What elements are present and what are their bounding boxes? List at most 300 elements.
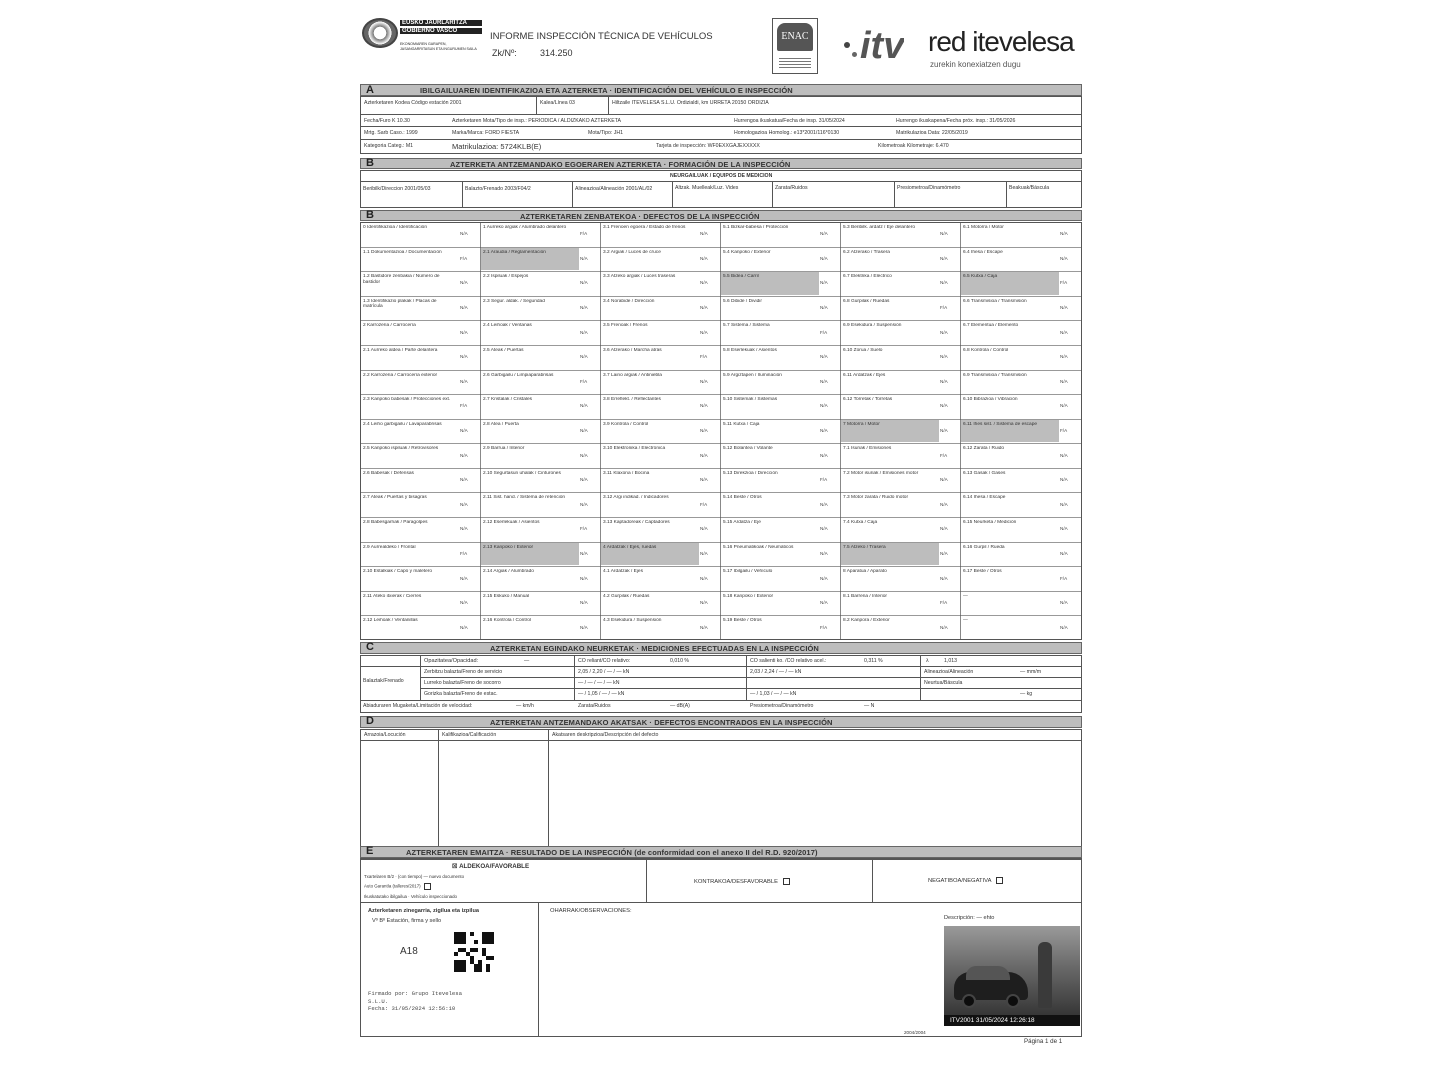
license-plate: Matrikulazioa: 5724KLB(E) bbox=[452, 142, 542, 151]
defect-item: 7 Motorra / Motor bbox=[843, 421, 880, 427]
defect-result: N/A bbox=[940, 354, 948, 360]
section-d-letter: D bbox=[366, 715, 374, 727]
defect-item: 8.1 Barrena / Interior bbox=[843, 593, 887, 599]
defect-item: 6.5 Kutxa / Caja bbox=[963, 274, 998, 280]
rule bbox=[672, 181, 673, 208]
station-address: Hiltzaile ITEVELESA S.L.U. Ordizialdi, km URRETA 20150 ORDIZIA bbox=[612, 100, 769, 106]
defect-result: N/A bbox=[460, 354, 468, 360]
defect-result: N/A bbox=[820, 378, 828, 384]
rule bbox=[360, 700, 1082, 701]
equip-lights: Altzak. Muelleak/Luz. Vides bbox=[675, 185, 739, 191]
stamp-label: Azterketaren zinegarria, zigilua eta izpilua bbox=[368, 908, 479, 914]
grid-col-divider bbox=[840, 222, 841, 640]
rule bbox=[420, 655, 421, 700]
defect-result: N/A bbox=[940, 329, 948, 335]
defect-result: N/A bbox=[460, 526, 468, 532]
defect-result: N/A bbox=[700, 305, 708, 311]
rule bbox=[360, 666, 1082, 667]
defect-item: 3.12 Argi indikad. / Indicadores bbox=[603, 495, 669, 501]
defect-item: 2.7 Kristalak / Cristales bbox=[483, 397, 533, 403]
defect-item: 6.11 Ihes sist. / Sistema de escape bbox=[963, 421, 1038, 427]
defect-result: N/A bbox=[580, 600, 588, 606]
itv-logo: itv bbox=[860, 25, 905, 67]
defect-item: 5.8 Eserlekuak / Asientos bbox=[723, 347, 777, 353]
defect-result: N/A bbox=[460, 231, 468, 237]
rule bbox=[360, 740, 1082, 741]
defect-item: 6.8 Gurpilak / Ruedas bbox=[843, 298, 890, 304]
pressure-label: Presiometroa/Dinamómetro bbox=[750, 703, 814, 709]
rule bbox=[894, 181, 895, 208]
defect-item: 3.6 Atzerako / Marcha atrás bbox=[603, 347, 662, 353]
defect-result: N/A bbox=[820, 501, 828, 507]
defect-result: N/A bbox=[940, 624, 948, 630]
defect-item: 6.12 Zarata / Ruido bbox=[963, 446, 1005, 452]
defect-result: N/A bbox=[820, 452, 828, 458]
defect-result: N/A bbox=[1060, 305, 1068, 311]
equip-direction: Beribilk/Direccion 2001/05/03 bbox=[363, 186, 431, 192]
favorable-result bbox=[452, 863, 529, 870]
defect-location-header: Arrazoia/Locución bbox=[364, 732, 406, 738]
defect-item: 6.1 Motorra / Motor bbox=[963, 225, 1004, 230]
defect-item: 0 Identifikazioa / Identificación bbox=[363, 225, 427, 230]
odometer: Kilometroak Kilometraje: 6.470 bbox=[878, 143, 949, 149]
defect-result: N/A bbox=[460, 378, 468, 384]
defect-result: F/A bbox=[820, 329, 828, 335]
brand-tagline: zurekin konexiatzen dugu bbox=[930, 60, 1021, 69]
defect-item: 5.17 Ibilgailu / Vehículo bbox=[723, 569, 773, 575]
next-inspection: Hurrengo ikuskapena/Fecha próx. insp.: 31/05/2026 bbox=[896, 118, 1016, 124]
itv-dots-icon bbox=[844, 42, 850, 48]
favorable-checkbox[interactable] bbox=[424, 883, 431, 890]
defect-item: 3.5 Frenoak / Frenos bbox=[603, 323, 648, 329]
defect-result: N/A bbox=[1060, 600, 1068, 606]
photo-caption: ITV2001 31/05/2024 12:26:18 bbox=[950, 1017, 1035, 1024]
favorable-label: ALDEKOA/FAVORABLE bbox=[459, 863, 530, 870]
defect-result: N/A bbox=[1060, 378, 1068, 384]
defect-result: N/A bbox=[940, 550, 948, 556]
noise-label: Zarata/Ruidos bbox=[578, 703, 611, 709]
defect-item: 5.7 Sistema / Sistema bbox=[723, 323, 770, 329]
co-corrected-value: 0,311 % bbox=[864, 658, 883, 664]
emergency-brake-value: — / 1,05 / — / — kN bbox=[578, 691, 625, 697]
defect-item: 2.9 Barrua / Interior bbox=[483, 446, 525, 452]
defect-result: N/A bbox=[580, 501, 588, 507]
defect-result: N/A bbox=[580, 403, 588, 409]
brand-name: red itevelesa bbox=[928, 26, 1074, 57]
defect-item: 6.16 Gurpil / Rueda bbox=[963, 544, 1005, 550]
vehicle-make: Marka/Marca: FORD FIESTA bbox=[452, 130, 520, 136]
signed-by: Firmado por: Grupo Itevelesa bbox=[368, 990, 462, 997]
alignment-label: Alineazioa/Alineación bbox=[924, 669, 974, 675]
defect-item: 4.1 Ardatzak / Ejes bbox=[603, 569, 643, 575]
defect-item: 2.10 Estalkiak / Capó y maletero bbox=[363, 569, 433, 575]
section-a-letter: A bbox=[366, 84, 374, 96]
section-e-letter: E bbox=[366, 845, 374, 857]
stamp-code: A18 bbox=[400, 946, 418, 957]
defect-item: 2.2 Karrozeria / Carrocería exterior bbox=[363, 372, 438, 378]
defect-item: 5.16 Pneumatikoak / Neumáticos bbox=[723, 544, 794, 550]
enac-text-lines bbox=[779, 57, 811, 69]
inspection-report-page bbox=[360, 14, 1082, 1050]
unfavorable-label: KONTRAKOA/DESFAVORABLE bbox=[694, 879, 778, 886]
defect-item: 1.2 Bastidore zenbakia / Número de bastidor bbox=[363, 274, 440, 285]
defect-result: N/A bbox=[940, 378, 948, 384]
grid-col-divider bbox=[480, 222, 481, 640]
itv-dots-icon-2 bbox=[852, 52, 857, 57]
defect-item: 3.7 Laino argiak / Antiniebla bbox=[603, 372, 662, 378]
line-number: Kalea/Línea 03 bbox=[540, 100, 575, 106]
defect-item: 5.6 Dibide / Dividir bbox=[723, 298, 762, 304]
person-figure bbox=[1038, 942, 1052, 1008]
emergency-brake-label: Gorizka balazta/Freno de estac. bbox=[424, 691, 498, 697]
rule bbox=[360, 126, 1082, 127]
defect-item: 2.12 Eserlekuak / Asientos bbox=[483, 520, 540, 526]
defect-item: 2.13 Kanpoko / Exterior bbox=[483, 544, 534, 550]
defect-result: N/A bbox=[700, 452, 708, 458]
defect-item: 6.10 Bibrazioa / Vibración bbox=[963, 397, 1018, 403]
defect-result: N/A bbox=[820, 526, 828, 532]
defect-item: 3.10 Elektronika / Electrónica bbox=[603, 446, 666, 452]
pressure-value: — N bbox=[864, 703, 875, 709]
observations-label: OHARRAK/OBSERVACIONES: bbox=[550, 908, 632, 914]
defect-result: N/A bbox=[460, 428, 468, 433]
defect-result: N/A bbox=[700, 624, 708, 630]
defect-result: F/A bbox=[820, 624, 828, 630]
lambda-label: λ bbox=[926, 658, 929, 664]
defect-item: 5.13 Direkzioa / Dirección bbox=[723, 470, 778, 476]
equip-dynamometer: Presiometroa/Dinamómetro bbox=[897, 185, 961, 191]
defect-result: N/A bbox=[820, 403, 828, 409]
government-logo bbox=[362, 18, 398, 48]
defect-result: N/A bbox=[580, 624, 588, 630]
equipment-title: NEURGAILUAK / EQUIPOS DE MEDICIÓN bbox=[670, 173, 773, 179]
defect-result: N/A bbox=[580, 329, 588, 335]
defect-item: 3.11 Klaxona / Bocina bbox=[603, 470, 650, 476]
defect-result: N/A bbox=[820, 255, 828, 261]
defect-result: N/A bbox=[700, 231, 708, 237]
rule bbox=[572, 181, 573, 208]
defect-result: N/A bbox=[580, 255, 588, 261]
rule bbox=[360, 902, 1082, 903]
defect-result: N/A bbox=[460, 624, 468, 630]
stamp-label-2: Vº Bº Estación, firma y sello bbox=[372, 918, 442, 924]
defect-item: 5.18 Kanpoko / Exterior bbox=[723, 593, 774, 599]
defect-result: N/A bbox=[460, 329, 468, 335]
section-b-letter: B bbox=[366, 157, 374, 169]
opacity-label: Opazitatea/Opacidad: bbox=[424, 658, 479, 664]
defect-item: 8.2 Kanpora / Exterior bbox=[843, 618, 890, 624]
form-title: INFORME INSPECCIÓN TÉCNICA DE VEHÍCULOS bbox=[490, 31, 713, 42]
form-number-label: Zk/Nº: bbox=[492, 48, 517, 58]
section-b-title: AZTERKETA ANTZEMANDAKO EGOERAREN AZTERKETA · FORMACIÓN DE LA INSPECCIÓN bbox=[450, 160, 791, 169]
defect-result: N/A bbox=[460, 305, 468, 311]
co-label: CO reliant/CO relativo: bbox=[578, 658, 631, 664]
negative-checkbox[interactable] bbox=[996, 877, 1003, 884]
defect-result: F/A bbox=[1060, 575, 1068, 581]
defect-item: 3.3 Atzeko argiak / Luces traseras bbox=[603, 274, 676, 280]
defect-item: 7.2 Motor isuriak / Emisiones motor bbox=[843, 470, 919, 476]
defect-item: 5.19 Beste / Otros bbox=[723, 618, 762, 624]
defect-result: N/A bbox=[820, 600, 828, 606]
co-value: 0,010 % bbox=[670, 658, 690, 664]
defect-result: N/A bbox=[700, 280, 708, 286]
service-brake-value-2: 2,03 / 2,24 / — / — kN bbox=[750, 669, 802, 675]
defect-item: 6.17 Beste / Otros bbox=[963, 569, 1002, 575]
defect-result: N/A bbox=[580, 452, 588, 458]
defect-result: N/A bbox=[580, 354, 588, 360]
defect-item: 1.3 Identifikazio plakak / Placas de matrícula bbox=[363, 298, 437, 310]
rule bbox=[548, 729, 549, 859]
parking-brake-value: — / — / — / — kN bbox=[578, 680, 620, 686]
defect-item: 7.3 Motor zarata / Ruido motor bbox=[843, 495, 909, 501]
defect-result: N/A bbox=[700, 575, 708, 581]
defect-result: F/A bbox=[700, 501, 708, 507]
defect-result: N/A bbox=[460, 280, 468, 286]
grid-row-divider bbox=[360, 247, 1082, 248]
grid-row-divider bbox=[360, 296, 1082, 297]
defect-result: N/A bbox=[820, 231, 828, 237]
defect-result: N/A bbox=[940, 526, 948, 532]
rule bbox=[462, 181, 463, 208]
defect-item: 6.6 Transmisioa / Transmisión bbox=[963, 298, 1027, 304]
defect-result: F/A bbox=[940, 452, 948, 458]
defect-result: N/A bbox=[940, 501, 948, 507]
co-corrected-label: CO salienti ko. /CO relativo acel.: bbox=[750, 658, 827, 664]
defect-result: N/A bbox=[700, 526, 708, 532]
registration-date: Matrikulazioa Data: 22/05/2019 bbox=[896, 130, 968, 136]
defect-result: N/A bbox=[1060, 452, 1068, 458]
emergency-brake-value-2: — / 1,03 / — / — kN bbox=[750, 691, 797, 697]
rule bbox=[438, 729, 439, 859]
defect-item: 4.2 Gurpilak / Ruedas bbox=[603, 593, 650, 599]
defect-item: 2.4 Leiho garbigailu / Lavaparabrisas bbox=[363, 421, 442, 427]
noise-value: — dB(A) bbox=[670, 703, 690, 709]
qr-code-icon bbox=[454, 932, 494, 972]
defect-result: N/A bbox=[700, 428, 708, 433]
rule bbox=[772, 181, 773, 208]
rule bbox=[746, 655, 747, 700]
defect-result: N/A bbox=[820, 575, 828, 581]
rule bbox=[920, 655, 921, 700]
defect-item: 6.13 Gasak / Gases bbox=[963, 470, 1006, 476]
grid-row-divider bbox=[360, 542, 1082, 543]
signed-date: Fecha: 31/05/2024 12:56:10 bbox=[368, 1005, 456, 1012]
defect-item: 6.9 Transmisioa / Transmisión bbox=[963, 372, 1027, 378]
defect-result: N/A bbox=[460, 477, 468, 483]
grid-row-divider bbox=[360, 468, 1082, 469]
defect-result: N/A bbox=[700, 600, 708, 606]
defect-item: 5.1 Bizkar-babesa / Protección bbox=[723, 225, 789, 230]
enac-label: ENAC bbox=[781, 31, 809, 42]
grid-col-divider bbox=[960, 222, 961, 640]
rule bbox=[360, 181, 1082, 182]
defect-item: 2.1 Aurreko aldea / Parte delantera bbox=[363, 347, 438, 353]
car-wheel-front bbox=[962, 994, 976, 1008]
defect-result: N/A bbox=[580, 305, 588, 311]
defect-result: N/A bbox=[940, 428, 948, 433]
car-wheel-rear bbox=[1006, 994, 1020, 1008]
defect-result: N/A bbox=[1060, 477, 1068, 483]
defect-item: 7.4 Kutxa / Caja bbox=[843, 520, 878, 526]
defect-item: 2.3 Segur. aldak. / Seguridad bbox=[483, 298, 545, 304]
grid-row-divider bbox=[360, 394, 1082, 395]
favorable-mark: ☒ bbox=[452, 863, 458, 870]
grid-row-divider bbox=[360, 345, 1082, 346]
defect-item: 5.10 Sistemak / Sistemas bbox=[723, 397, 778, 403]
defect-result: F/A bbox=[940, 600, 948, 606]
defect-result: F/A bbox=[820, 477, 828, 483]
defect-result: N/A bbox=[460, 575, 468, 581]
defect-item: 2.6 Babesak / Defensas bbox=[363, 470, 414, 476]
negative-label: NEGATIBOA/NEGATIVA bbox=[928, 878, 992, 885]
grid-row-divider bbox=[360, 370, 1082, 371]
defect-result: F/A bbox=[460, 255, 468, 261]
defect-result: F/A bbox=[580, 231, 588, 237]
service-brake-value: 2,05 / 2,20 / — / — kN bbox=[578, 669, 630, 675]
defect-result: N/A bbox=[700, 329, 708, 335]
negative-result bbox=[928, 877, 1003, 884]
defect-result: N/A bbox=[460, 600, 468, 606]
page-footer: Página 1 de 1 bbox=[1024, 1038, 1063, 1045]
defect-result: N/A bbox=[1060, 231, 1068, 237]
station-code: Azterketaren Kodea Código estación 2001 bbox=[364, 100, 462, 106]
defect-result: N/A bbox=[820, 428, 828, 433]
defect-result: F/A bbox=[700, 354, 708, 360]
defect-item: 2.9 Aurrealdeko / Frontal bbox=[363, 544, 416, 550]
defect-result: F/A bbox=[460, 403, 468, 409]
small-footer-code: 2004/2004 bbox=[904, 1030, 926, 1035]
defect-item: 2.4 Leihoak / Ventanas bbox=[483, 323, 532, 329]
equip-noise: Zarata/Ruidos bbox=[775, 185, 808, 191]
defect-result: F/A bbox=[460, 550, 468, 556]
defect-item: 2.1 Araudia / Reglamentación bbox=[483, 249, 546, 255]
vehicle-photo bbox=[944, 926, 1080, 1026]
gov-name-line1: EUSKO JAURLARITZA bbox=[400, 20, 482, 26]
enac-logo bbox=[772, 18, 818, 74]
defect-item: 7.5 Atzeko / Trasera bbox=[843, 544, 886, 550]
defect-rating-header: Kalifikazioa/Calificación bbox=[442, 732, 497, 738]
defect-item: 5.9 Argiztapen / Iluminación bbox=[723, 372, 782, 378]
defect-result: N/A bbox=[820, 550, 828, 556]
section-b2-letter: B bbox=[366, 209, 374, 221]
grid-row-divider bbox=[360, 492, 1082, 493]
defect-item: 4 Ardatzak / Ejes, ruedas bbox=[603, 544, 657, 550]
section-c-title: AZTERKETAN EGINDAKO NEURKETAK · MEDICIONES EFECTUADAS EN LA INSPECCIÓN bbox=[490, 644, 819, 653]
equip-alignment: Alineazioa/Alineación 2001/AL/02 bbox=[575, 186, 653, 192]
defect-item: 3.1 Frenoen egoera / Estado de frenos bbox=[603, 225, 686, 230]
defect-item: 2.8 Atea / Puerta bbox=[483, 421, 519, 427]
unfavorable-result bbox=[694, 878, 790, 885]
defect-item: 6.7 Elementua / Elemento bbox=[963, 323, 1019, 329]
rule bbox=[420, 688, 1082, 689]
defect-item: 2.11 Sist. hand. / Sistema de retención bbox=[483, 495, 566, 501]
defect-item: 5.3 Beribilk. ardatz / Eje delantero bbox=[843, 225, 915, 230]
parking-brake-label: Lurreko balazta/Freno de socorro bbox=[424, 680, 501, 686]
defect-item: 5.5 Bidea / Carril bbox=[723, 274, 759, 280]
digital-signature bbox=[368, 990, 532, 1013]
unfavorable-checkbox[interactable] bbox=[783, 878, 790, 885]
defect-result: N/A bbox=[1060, 329, 1068, 335]
rule bbox=[646, 859, 647, 902]
defect-item: 5.12 Bolantea / Volante bbox=[723, 446, 773, 452]
section-e-title: AZTERKETAREN EMAITZA · RESULTADO DE LA INSPECCIÓN (de conformidad con el anexo II del R.D. 920/2017) bbox=[406, 848, 818, 857]
defect-item: 1.1 Dokumentazioa / Documentación bbox=[363, 249, 442, 255]
defect-item: 6.2 Atzerako / Trasera bbox=[843, 249, 890, 255]
defect-item: 2.14 Argiak / Alumbrado bbox=[483, 569, 534, 575]
defect-item: 6.7 Elektrika / Eléctrico bbox=[843, 274, 892, 280]
section-d-title: AZTERKETAN ANTZEMANDAKO AKATSAK · DEFECTOS ENCONTRADOS EN LA INSPECCIÓN bbox=[490, 718, 833, 727]
defect-item: 5.4 Kanpoko / Exterior bbox=[723, 249, 771, 255]
rule bbox=[420, 677, 1082, 678]
defect-description-header: Akatsaren deskripzioa/Descripción del defecto bbox=[552, 732, 659, 738]
defect-item: 4.3 Esekidura / Suspensión bbox=[603, 618, 662, 624]
inspection-card: Tarjeta de inspección: WF0EXXGAJEXXXXX bbox=[656, 143, 760, 149]
inspection-type: Azterketaren Mota/Tipo de insp.: PERIÓDICA / ALDIZKAKO AZTERKETA bbox=[452, 118, 621, 124]
defect-result: N/A bbox=[580, 280, 588, 286]
defect-result: N/A bbox=[1060, 255, 1068, 261]
inspection-date: Hurrengoa ikuskatua/Fecha de insp. 31/05/2024 bbox=[734, 118, 845, 124]
signed-company: S.L.U. bbox=[368, 997, 389, 1005]
defect-item: — bbox=[963, 593, 968, 599]
defect-result: N/A bbox=[700, 477, 708, 483]
defect-item: 6.14 Ihesa / Escape bbox=[963, 495, 1006, 501]
rule bbox=[1006, 181, 1007, 208]
defect-item: 5.11 Kutxa / Caja bbox=[723, 421, 760, 427]
defect-result: N/A bbox=[940, 575, 948, 581]
defect-result: N/A bbox=[940, 403, 948, 409]
defect-item: 3.13 Kaptadoreak / Captadores bbox=[603, 520, 670, 526]
defect-item: 2.8 Babesgarriak / Paragolpes bbox=[363, 520, 428, 526]
defect-item: 2.12 Leihoak / Ventanillas bbox=[363, 618, 418, 624]
defect-result: N/A bbox=[1060, 403, 1068, 409]
defect-result: N/A bbox=[940, 231, 948, 237]
form-number: 314.250 bbox=[540, 48, 573, 58]
alignment-value: — mm/m bbox=[1020, 669, 1042, 675]
defect-result: N/A bbox=[940, 477, 948, 483]
speed-value: — km/h bbox=[516, 703, 534, 709]
defect-result: N/A bbox=[1060, 624, 1068, 630]
defect-item: 6.10 Zorua / Suelo bbox=[843, 347, 883, 353]
defect-item: 6.8 Kontrola / Control bbox=[963, 347, 1009, 353]
rule bbox=[608, 96, 609, 114]
inspection-time: Fecha/Furo K 10.30 bbox=[364, 118, 410, 124]
grid-row-divider bbox=[360, 591, 1082, 592]
grid-row-divider bbox=[360, 443, 1082, 444]
defect-item: 3.9 Kontrola / Control bbox=[603, 421, 649, 427]
defect-result: F/A bbox=[580, 526, 588, 532]
defect-item: 6.4 Ihesa / Escape bbox=[963, 249, 1003, 255]
defect-item: 7.1 Isuriak / Emisiones bbox=[843, 446, 892, 452]
defect-result: F/A bbox=[580, 378, 588, 384]
rule bbox=[574, 655, 575, 700]
defect-item: 6.9 Esekidura / Suspensión bbox=[843, 323, 902, 329]
defect-result: F/A bbox=[940, 305, 948, 311]
rule bbox=[536, 96, 537, 114]
defect-result: N/A bbox=[700, 403, 708, 409]
defect-item: 3.8 Erreflekt. / Reflectantes bbox=[603, 397, 661, 403]
defect-result: N/A bbox=[940, 280, 948, 286]
speed-label: Abiaduraren Mugaketa/Limitación de velocidad: bbox=[363, 703, 473, 709]
brakes-label: Balaztak/Frenado bbox=[363, 678, 404, 684]
defects-found-table bbox=[360, 729, 1082, 859]
grid-col-divider bbox=[720, 222, 721, 640]
defect-result: N/A bbox=[1060, 550, 1068, 556]
defect-result: F/A bbox=[1060, 428, 1068, 433]
grid-row-divider bbox=[360, 320, 1082, 321]
weight-label: Neurtua/Báscula bbox=[924, 680, 963, 686]
grid-col-divider bbox=[600, 222, 601, 640]
defect-item: 2 Karrozeria / Carrocería bbox=[363, 323, 416, 329]
